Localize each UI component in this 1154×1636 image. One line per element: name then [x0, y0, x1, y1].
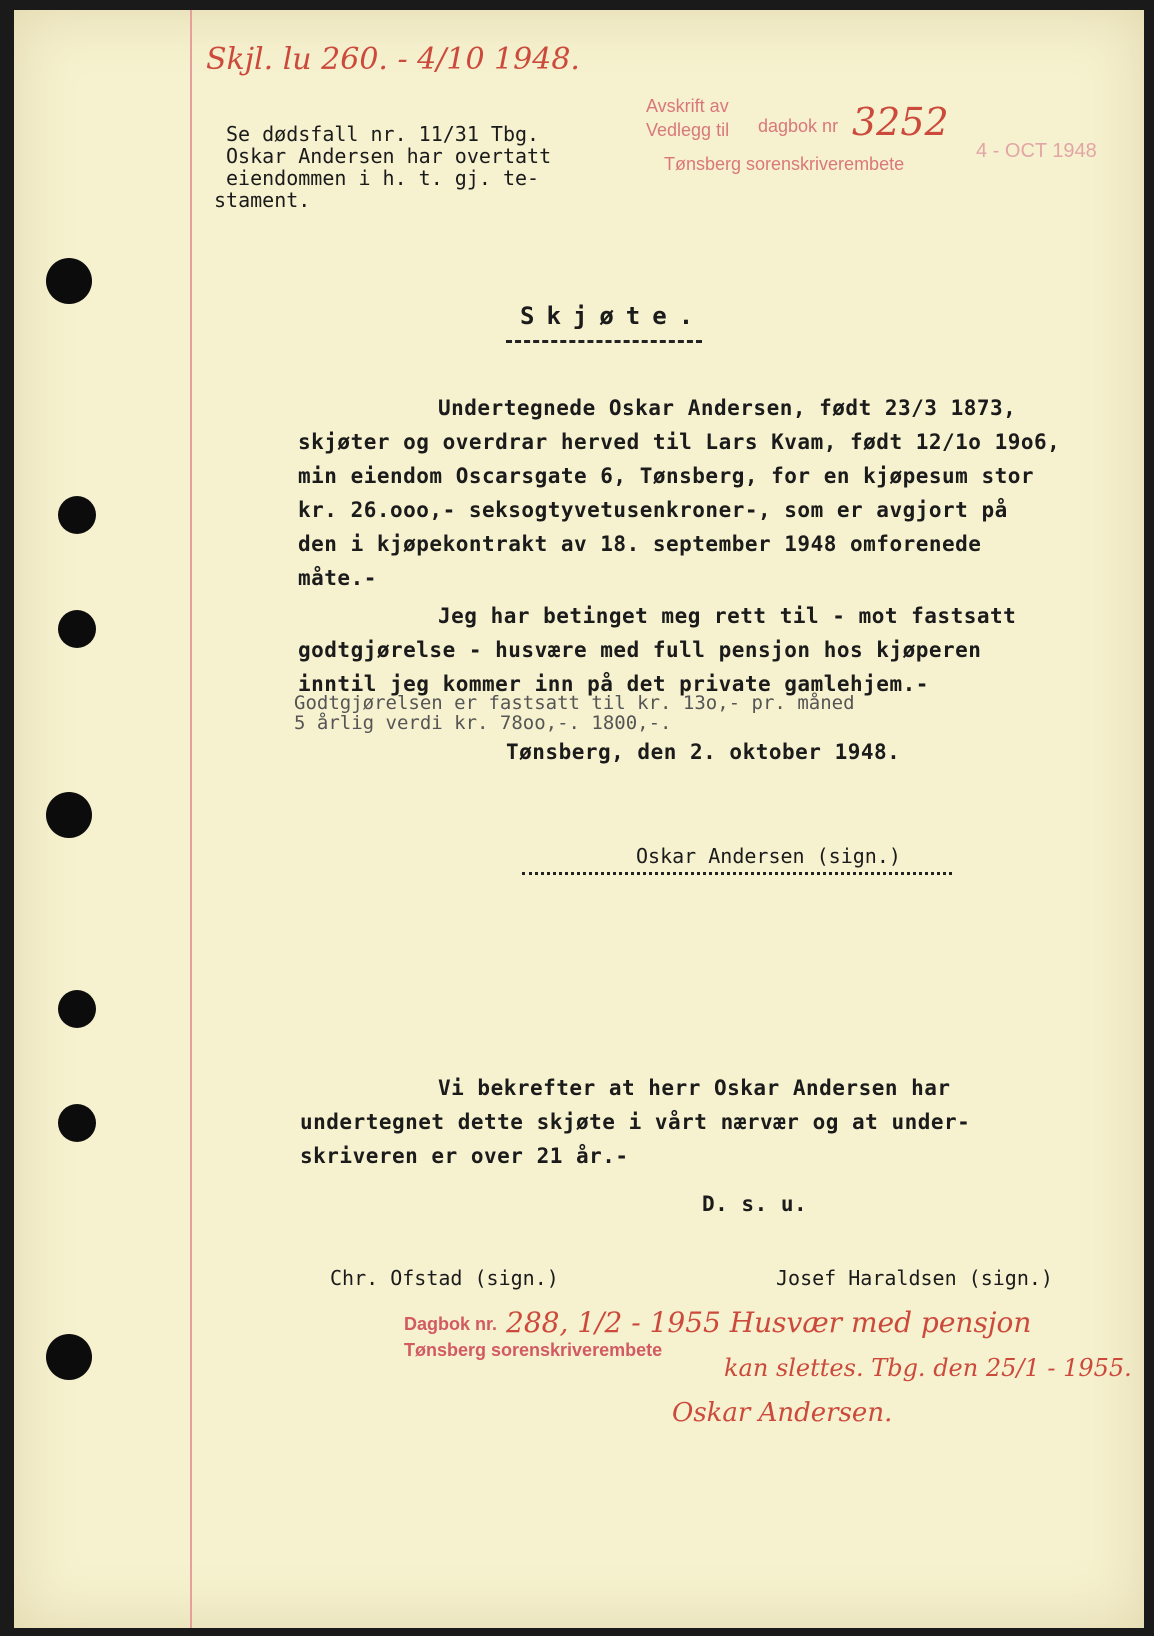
handwritten-annotation: 288, 1/2 - 1955 Husvær med pensjon	[506, 1306, 1032, 1339]
stamp-number: 3252	[852, 100, 949, 144]
handwritten-reference: Skjl. lu 260. - 4/10 1948.	[206, 42, 580, 77]
body-line: måte.-	[298, 566, 377, 590]
punch-hole	[58, 496, 96, 534]
place-date: Tønsberg, den 2. oktober 1948.	[506, 740, 901, 764]
punch-hole	[58, 990, 96, 1028]
punch-hole	[46, 258, 92, 304]
punch-hole	[46, 792, 92, 838]
footer-stamp-b: Tønsberg sorenskriverembete	[404, 1340, 663, 1360]
stamp-line-2a: Vedlegg til	[646, 120, 730, 140]
punch-hole	[58, 1104, 96, 1142]
stamp-line-3: Tønsberg sorenskriverembete	[664, 154, 905, 174]
stamp-line-1: Avskrift av	[646, 96, 729, 116]
document-page	[14, 10, 1144, 1628]
margin-line	[190, 10, 192, 1628]
body-line: godtgjørelse - husvære med full pensjon hos kjøperen	[298, 638, 982, 662]
body-line: kr. 26.ooo,- seksogtyvetusenkroner-, som er avgjort på	[298, 498, 1008, 522]
witness-line: skriveren er over 21 år.-	[300, 1144, 629, 1168]
punch-hole	[58, 610, 96, 648]
body-line: Undertegnede Oskar Andersen, født 23/3 1873,	[438, 396, 1017, 420]
handwritten-signature: Oskar Andersen.	[672, 1398, 893, 1428]
signature-dotted-line	[522, 872, 952, 875]
note-line: Se dødsfall nr. 11/31 Tbg.	[226, 122, 540, 146]
handwritten-annotation: kan slettes. Tbg. den 25/1 - 1955.	[724, 1354, 1132, 1382]
note-line: eiendommen i h. t. gj. te-	[226, 166, 540, 190]
addition-line: 5 årlig verdi kr. 78oo,-. 1800,-.	[294, 712, 672, 734]
body-line: inntil jeg kommer inn på det private gamlehjem.-	[298, 672, 929, 696]
witness-line: undertegnet dette skjøte i vårt nærvær og at under-	[300, 1110, 971, 1134]
title-underline	[506, 340, 702, 343]
note-line: stament.	[214, 188, 311, 212]
document-title: Skjøte.	[520, 302, 706, 330]
stamp-line-2b: dagbok nr	[758, 116, 839, 136]
dsu: D. s. u.	[702, 1192, 808, 1216]
stamp-date: 4 - OCT 1948	[976, 140, 1097, 162]
body-line: Jeg har betinget meg rett til - mot fastsatt	[438, 604, 1017, 628]
body-line: den i kjøpekontrakt av 18. september 1948 omforenede	[298, 532, 982, 556]
note-line: Oskar Andersen har overtatt	[226, 144, 552, 168]
witness-signature-right: Josef Haraldsen (sign.)	[776, 1266, 1053, 1290]
footer-stamp-a: Dagbok nr.	[404, 1314, 498, 1334]
body-line: min eiendom Oscarsgate 6, Tønsberg, for en kjøpesum stor	[298, 464, 1035, 488]
witness-signature-left: Chr. Ofstad (sign.)	[330, 1266, 559, 1290]
witness-line: Vi bekrefter at herr Oskar Andersen har	[438, 1076, 951, 1100]
addition-line: Godtgjørelsen er fastsatt til kr. 13o,- pr. måned	[294, 692, 855, 714]
body-line: skjøter og overdrar herved til Lars Kvam, født 12/1o 19o6,	[298, 430, 1061, 454]
punch-hole	[46, 1334, 92, 1380]
signature-text: Oskar Andersen (sign.)	[636, 844, 901, 868]
